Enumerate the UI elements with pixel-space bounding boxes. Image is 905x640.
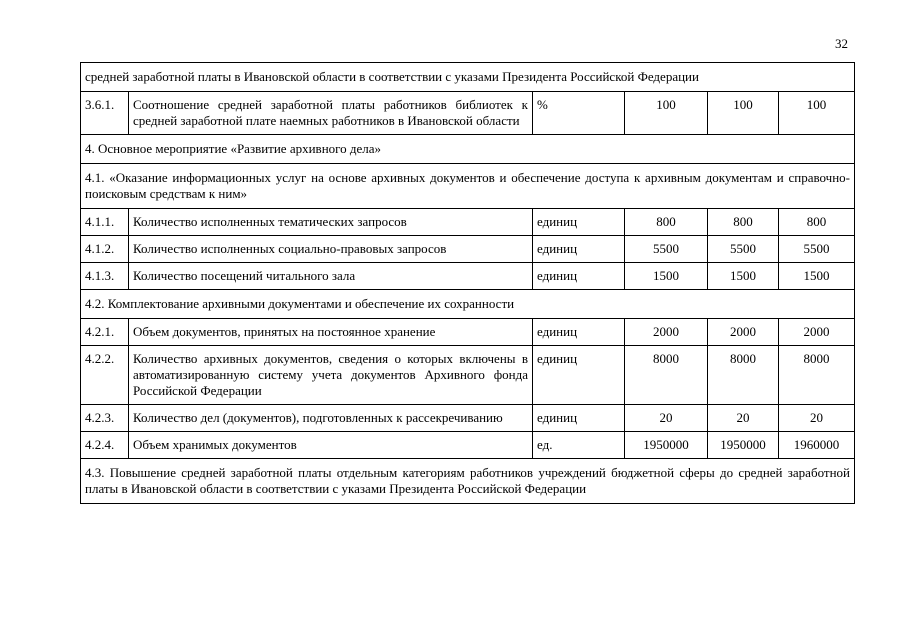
section-heading: 4.3. Повышение средней заработной платы отдельным категориям работников учреждений бюджетной сферы до средней заработной платы в Ивановской области в соответствии с указами Президента Российской Федерации [81, 459, 855, 504]
indicator-name: Объем хранимых документов [129, 432, 533, 459]
row-number: 4.1.1. [81, 209, 129, 236]
row-number: 4.2.3. [81, 405, 129, 432]
table-row [81, 346, 855, 405]
section-heading: 4.2. Комплектование архивными документами и обеспечение их сохранности [81, 290, 855, 319]
table-row [81, 405, 855, 432]
row-number: 4.1.3. [81, 263, 129, 290]
indicators-table [80, 62, 855, 504]
indicator-name: Количество исполненных социально-правовых запросов [129, 236, 533, 263]
continuation-text: средней заработной платы в Ивановской области в соответствии с указами Президента Российской Федерации [81, 63, 855, 92]
row-number: 4.2.4. [81, 432, 129, 459]
table-row [81, 92, 855, 135]
value-cell-3: 800 [779, 209, 855, 236]
section-heading: 4. Основное мероприятие «Развитие архивного дела» [81, 135, 855, 164]
indicator-name: Количество дел (документов), подготовленных к рассекречиванию [129, 405, 533, 432]
indicator-name: Количество исполненных тематических запросов [129, 209, 533, 236]
unit-cell: % [533, 92, 625, 135]
value-cell-3: 100 [779, 92, 855, 135]
page-number: 32 [835, 36, 848, 51]
table-row [81, 319, 855, 346]
unit-cell: единиц [533, 209, 625, 236]
unit-cell: единиц [533, 405, 625, 432]
unit-cell: единиц [533, 346, 625, 405]
unit-cell: ед. [533, 432, 625, 459]
value-cell-3: 5500 [779, 236, 855, 263]
value-cell-2: 1950000 [708, 432, 779, 459]
value-cell-1: 800 [625, 209, 708, 236]
table-row [81, 209, 855, 236]
value-cell-2: 5500 [708, 236, 779, 263]
section-row [81, 290, 855, 319]
value-cell-1: 20 [625, 405, 708, 432]
value-cell-1: 100 [625, 92, 708, 135]
continuation-row [81, 63, 855, 92]
value-cell-2: 2000 [708, 319, 779, 346]
unit-cell: единиц [533, 319, 625, 346]
value-cell-3: 8000 [779, 346, 855, 405]
row-number: 4.1.2. [81, 236, 129, 263]
row-number: 4.2.1. [81, 319, 129, 346]
value-cell-3: 1960000 [779, 432, 855, 459]
row-number: 4.2.2. [81, 346, 129, 405]
indicator-name: Объем документов, принятых на постоянное хранение [129, 319, 533, 346]
value-cell-2: 1500 [708, 263, 779, 290]
value-cell-1: 5500 [625, 236, 708, 263]
section-row [81, 459, 855, 504]
value-cell-3: 1500 [779, 263, 855, 290]
value-cell-2: 800 [708, 209, 779, 236]
value-cell-2: 20 [708, 405, 779, 432]
value-cell-3: 2000 [779, 319, 855, 346]
table-row [81, 236, 855, 263]
indicator-name: Количество архивных документов, сведения о которых включены в автоматизированную систему учета документов Архивного фонда Российской Федерации [129, 346, 533, 405]
table-row [81, 432, 855, 459]
value-cell-1: 1950000 [625, 432, 708, 459]
value-cell-2: 8000 [708, 346, 779, 405]
indicator-name: Соотношение средней заработной платы работников библиотек к средней заработной плате наемных работников в Ивановской области [129, 92, 533, 135]
section-heading: 4.1. «Оказание информационных услуг на основе архивных документов и обеспечение доступа к архивным документам и справочно-поисковым средствам к ним» [81, 164, 855, 209]
section-row [81, 135, 855, 164]
value-cell-1: 1500 [625, 263, 708, 290]
table-row [81, 263, 855, 290]
unit-cell: единиц [533, 263, 625, 290]
value-cell-1: 2000 [625, 319, 708, 346]
value-cell-1: 8000 [625, 346, 708, 405]
value-cell-3: 20 [779, 405, 855, 432]
row-number: 3.6.1. [81, 92, 129, 135]
indicator-name: Количество посещений читального зала [129, 263, 533, 290]
value-cell-2: 100 [708, 92, 779, 135]
section-row [81, 164, 855, 209]
unit-cell: единиц [533, 236, 625, 263]
